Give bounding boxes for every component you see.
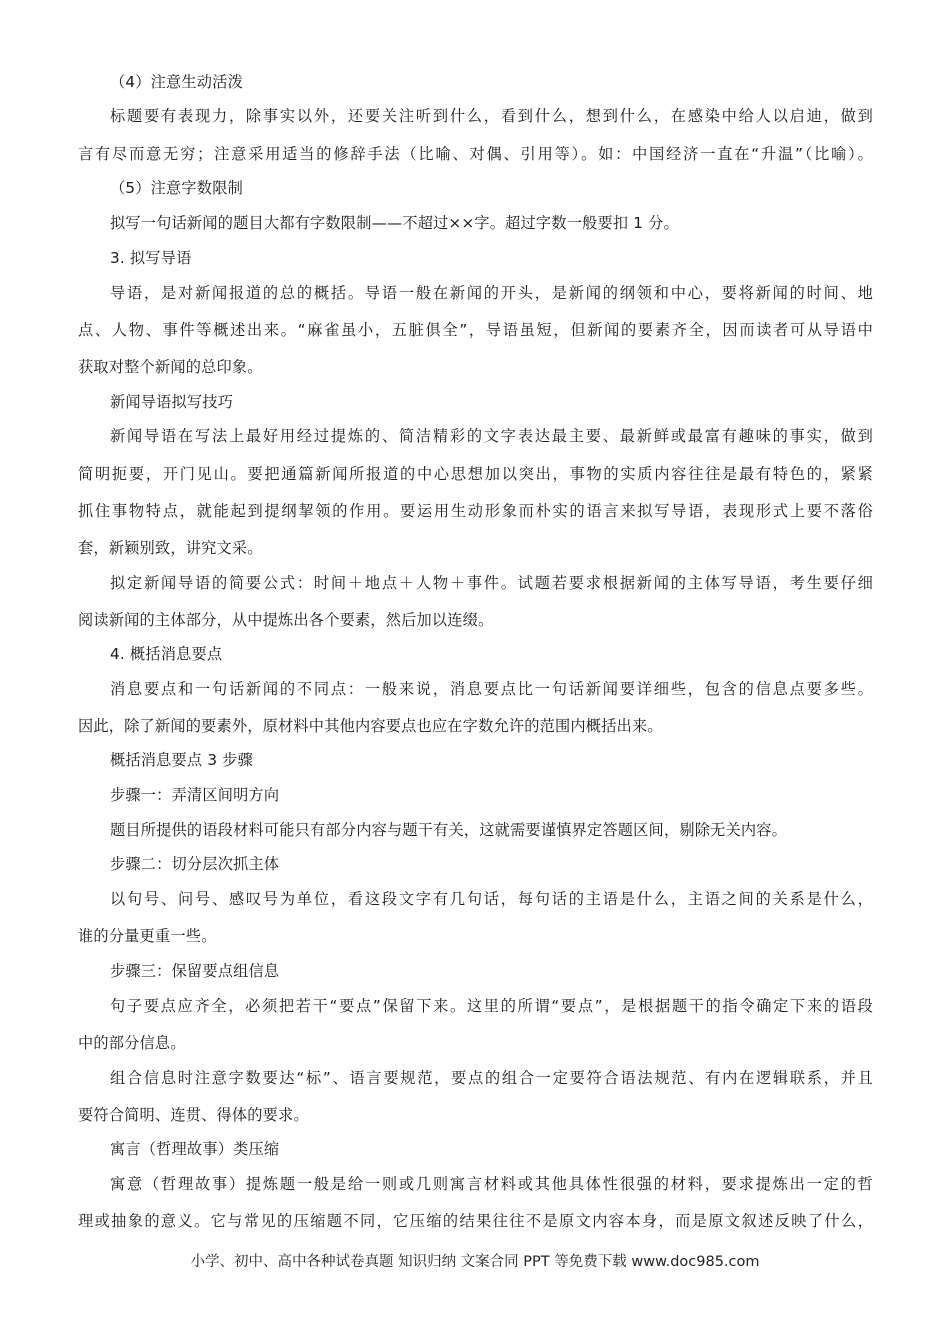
paragraph-line: 理或抽象的意义。它与常见的压缩题不同，它压缩的结果往往不是原文内容本身，而是原文叙述反映了什么，	[78, 1212, 873, 1230]
subheading-fable-compression: 寓言（哲理故事）类压缩	[110, 1140, 280, 1158]
subheading-lead-tips: 新闻导语拟写技巧	[110, 393, 234, 411]
subheading-3-steps: 概括消息要点 3 步骤	[110, 751, 254, 769]
step-one-heading: 步骤一：弄清区间明方向	[110, 786, 280, 804]
heading-4-lively: （4）注意生动活泼	[110, 73, 243, 91]
heading-5-word-limit: （5）注意字数限制	[110, 179, 243, 197]
paragraph-line: 组合信息时注意字数要达“标”、语言要规范，要点的组合一定要符合语法规范、有内在逻辑联系，并且	[110, 1069, 873, 1087]
paragraph-line: 因此，除了新闻的要素外，原材料中其他内容要点也应在字数允许的范围内概括出来。	[78, 717, 663, 735]
paragraph-line: 消息要点和一句话新闻的不同点：一般来说，消息要点比一句话新闻要详细些，包含的信息点要多些。	[110, 680, 873, 698]
paragraph-line: 以句号、问号、感叹号为单位，看这段文字有几句话，每句话的主语是什么，主语之间的关系是什么，	[110, 890, 873, 908]
paragraph-line: 套，新颖别致，讲究文采。	[78, 539, 263, 557]
paragraph-line: 谁的分量更重一些。	[78, 927, 217, 945]
paragraph-line: 题目所提供的语段材料可能只有部分内容与题干有关，这就需要谨慎界定答题区间，剔除无关内容。	[110, 821, 788, 839]
paragraph-line: 标题要有表现力，除事实以外，还要关注听到什么，看到什么，想到什么，在感染中给人以启迪，做到	[110, 107, 873, 125]
paragraph-line: 简明扼要，开门见山。要把通篇新闻所报道的中心思想加以突出，事物的实质内容往往是最有特色的，紧紧	[78, 465, 873, 483]
paragraph-line: 新闻导语在写法上最好用经过提炼的、简洁精彩的文字表达最主要、最新鲜或最富有趣味的事实，做到	[110, 427, 873, 445]
step-three-heading: 步骤三：保留要点组信息	[110, 962, 280, 980]
paragraph-line: 句子要点应齐全，必须把若干“要点”保留下来。这里的所谓“要点”，是根据题干的指令确定下来的语段	[110, 997, 873, 1015]
paragraph-line: 阅读新闻的主体部分，从中提炼出各个要素，然后加以连缀。	[78, 611, 494, 629]
paragraph-line: 要符合简明、连贯、得体的要求。	[78, 1106, 309, 1124]
paragraph-line: 中的部分信息。	[78, 1034, 186, 1052]
paragraph-line: 点、人物、事件等概述出来。“麻雀虽小，五脏俱全”，导语虽短，但新闻的要素齐全，因而读者可从导语中	[78, 321, 873, 339]
paragraph-line: 抓住事物特点，就能起到提纲挈领的作用。要运用生动形象而朴实的语言来拟写导语，表现形式上要不落俗	[78, 502, 873, 520]
page-footer: 小学、初中、高中各种试卷真题 知识归纳 文案合同 PPT 等免费下载 www.doc985.com	[190, 1254, 760, 1270]
paragraph-line: 寓意（哲理故事）提炼题一般是给一则或几则寓言材料或其他具体性很强的材料，要求提炼出一定的哲	[110, 1175, 873, 1193]
section-heading-3: 3. 拟写导语	[110, 249, 192, 267]
paragraph-line: 言有尽而意无穷；注意采用适当的修辞手法（比喻、对偶、引用等）。如：中国经济一直在“升温”（比喻）。	[78, 145, 873, 163]
paragraph-line: 导语，是对新闻报道的总的概括。导语一般在新闻的开头，是新闻的纲领和中心，要将新闻的时间、地	[110, 284, 873, 302]
section-heading-4: 4. 概括消息要点	[110, 645, 223, 663]
paragraph-line: 获取对整个新闻的总印象。	[78, 358, 263, 376]
step-two-heading: 步骤二：切分层次抓主体	[110, 855, 280, 873]
paragraph-line: 拟写一句话新闻的题目大都有字数限制——不超过××字。超过字数一般要扣 1 分。	[110, 214, 679, 232]
paragraph-line: 拟定新闻导语的简要公式：时间＋地点＋人物＋事件。试题若要求根据新闻的主体写导语，考生要仔细	[110, 574, 873, 592]
